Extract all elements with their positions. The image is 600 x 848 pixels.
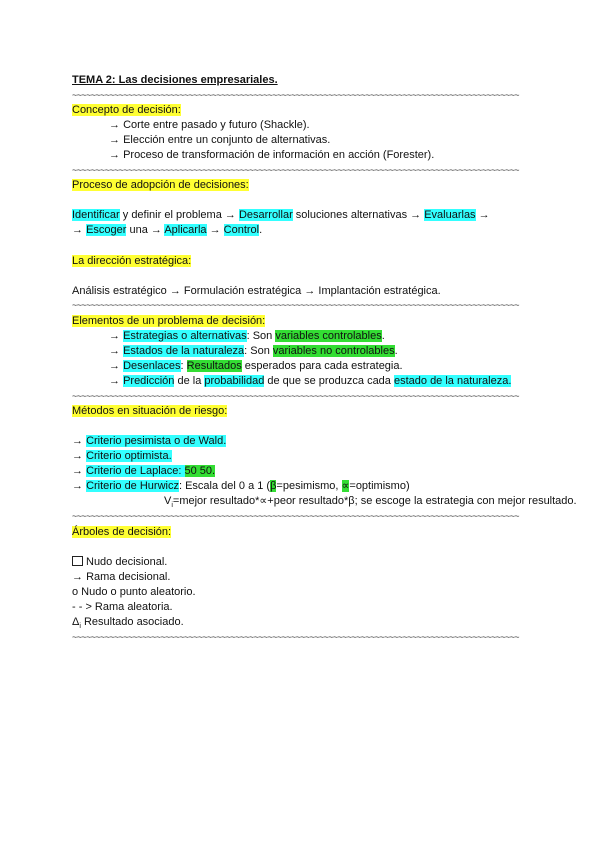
hurwicz-formula: $V_i=mejor$ resultado*∝+peor resultado*β; se escoge la estrategia con mejor resultado. [164, 495, 577, 510]
page-title: TEMA 2: Las decisiones empresariales. [72, 74, 278, 86]
divider: ~~~~~~~~~~~~~~~~~~~~~~~~~~~~~~~~~~~~~~~~~~~~~~~~~~~~~~~~~~~~~~~~~~~~~~~~~~~~~~~~~~~~~~~~~~~~~~~~ [72, 633, 519, 641]
concepto-item: → Elección entre un conjunto de alternativas. [109, 134, 331, 146]
elementos-item: → Estrategias o alternativas: Son variables controlables. [109, 330, 385, 342]
metodos-heading: Métodos en situación de riesgo: [72, 405, 228, 417]
arbol-item: - - > Rama aleatoria. [72, 601, 173, 613]
arbol-item: Nudo decisional. [72, 555, 167, 569]
concepto-item: → Proceso de transformación de información en acción (Forester). [109, 149, 435, 161]
divider: ~~~~~~~~~~~~~~~~~~~~~~~~~~~~~~~~~~~~~~~~~~~~~~~~~~~~~~~~~~~~~~~~~~~~~~~~~~~~~~~~~~~~~~~~~~~~~~~~ [72, 91, 519, 99]
arbol-item: $\Delta_i$ Resultado asociado. [72, 616, 184, 631]
proceso-heading: Proceso de adopción de decisiones: [72, 179, 249, 191]
divider: ~~~~~~~~~~~~~~~~~~~~~~~~~~~~~~~~~~~~~~~~~~~~~~~~~~~~~~~~~~~~~~~~~~~~~~~~~~~~~~~~~~~~~~~~~~~~~~~~ [72, 512, 519, 520]
proceso-line: → Escoger una → Aplicarla → Control. [72, 224, 263, 236]
elementos-heading: Elementos de un problema de decisión: [72, 315, 266, 327]
elementos-item: → Desenlaces: Resultados esperados para cada estrategia. [109, 360, 403, 372]
direccion-heading: La dirección estratégica: [72, 255, 192, 267]
metodo-item: → Criterio de Hurwicz: Escala del 0 a 1 (β=pesimismo, ∝=optimismo) [72, 480, 410, 492]
direccion-line: Análisis estratégico → Formulación estratégica → Implantación estratégica. [72, 285, 441, 297]
divider: ~~~~~~~~~~~~~~~~~~~~~~~~~~~~~~~~~~~~~~~~~~~~~~~~~~~~~~~~~~~~~~~~~~~~~~~~~~~~~~~~~~~~~~~~~~~~~~~~ [72, 392, 519, 400]
arbol-item: o Nudo o punto aleatorio. [72, 586, 196, 598]
arboles-heading: Árboles de decisión: [72, 526, 172, 538]
arbol-item: → Rama decisional. [72, 571, 171, 583]
metodo-item: → Criterio optimista. [72, 450, 172, 462]
elementos-item: → Estados de la naturaleza: Son variables no controlables. [109, 345, 398, 357]
proceso-line: Identificar y definir el problema → Desarrollar soluciones alternativas → Evaluarlas → [72, 209, 490, 221]
concepto-heading: Concepto de decisión: [72, 104, 181, 116]
metodo-item: → Criterio de Laplace: 50 50. [72, 465, 216, 477]
divider: ~~~~~~~~~~~~~~~~~~~~~~~~~~~~~~~~~~~~~~~~~~~~~~~~~~~~~~~~~~~~~~~~~~~~~~~~~~~~~~~~~~~~~~~~~~~~~~~~ [72, 301, 519, 309]
concepto-item: → Corte entre pasado y futuro (Shackle). [109, 119, 310, 131]
square-icon [72, 556, 83, 566]
divider: ~~~~~~~~~~~~~~~~~~~~~~~~~~~~~~~~~~~~~~~~~~~~~~~~~~~~~~~~~~~~~~~~~~~~~~~~~~~~~~~~~~~~~~~~~~~~~~~~ [72, 166, 519, 174]
metodo-item: → Criterio pesimista o de Wald. [72, 435, 227, 447]
elementos-item: → Predicción de la probabilidad de que se produzca cada estado de la naturaleza. [109, 375, 512, 387]
